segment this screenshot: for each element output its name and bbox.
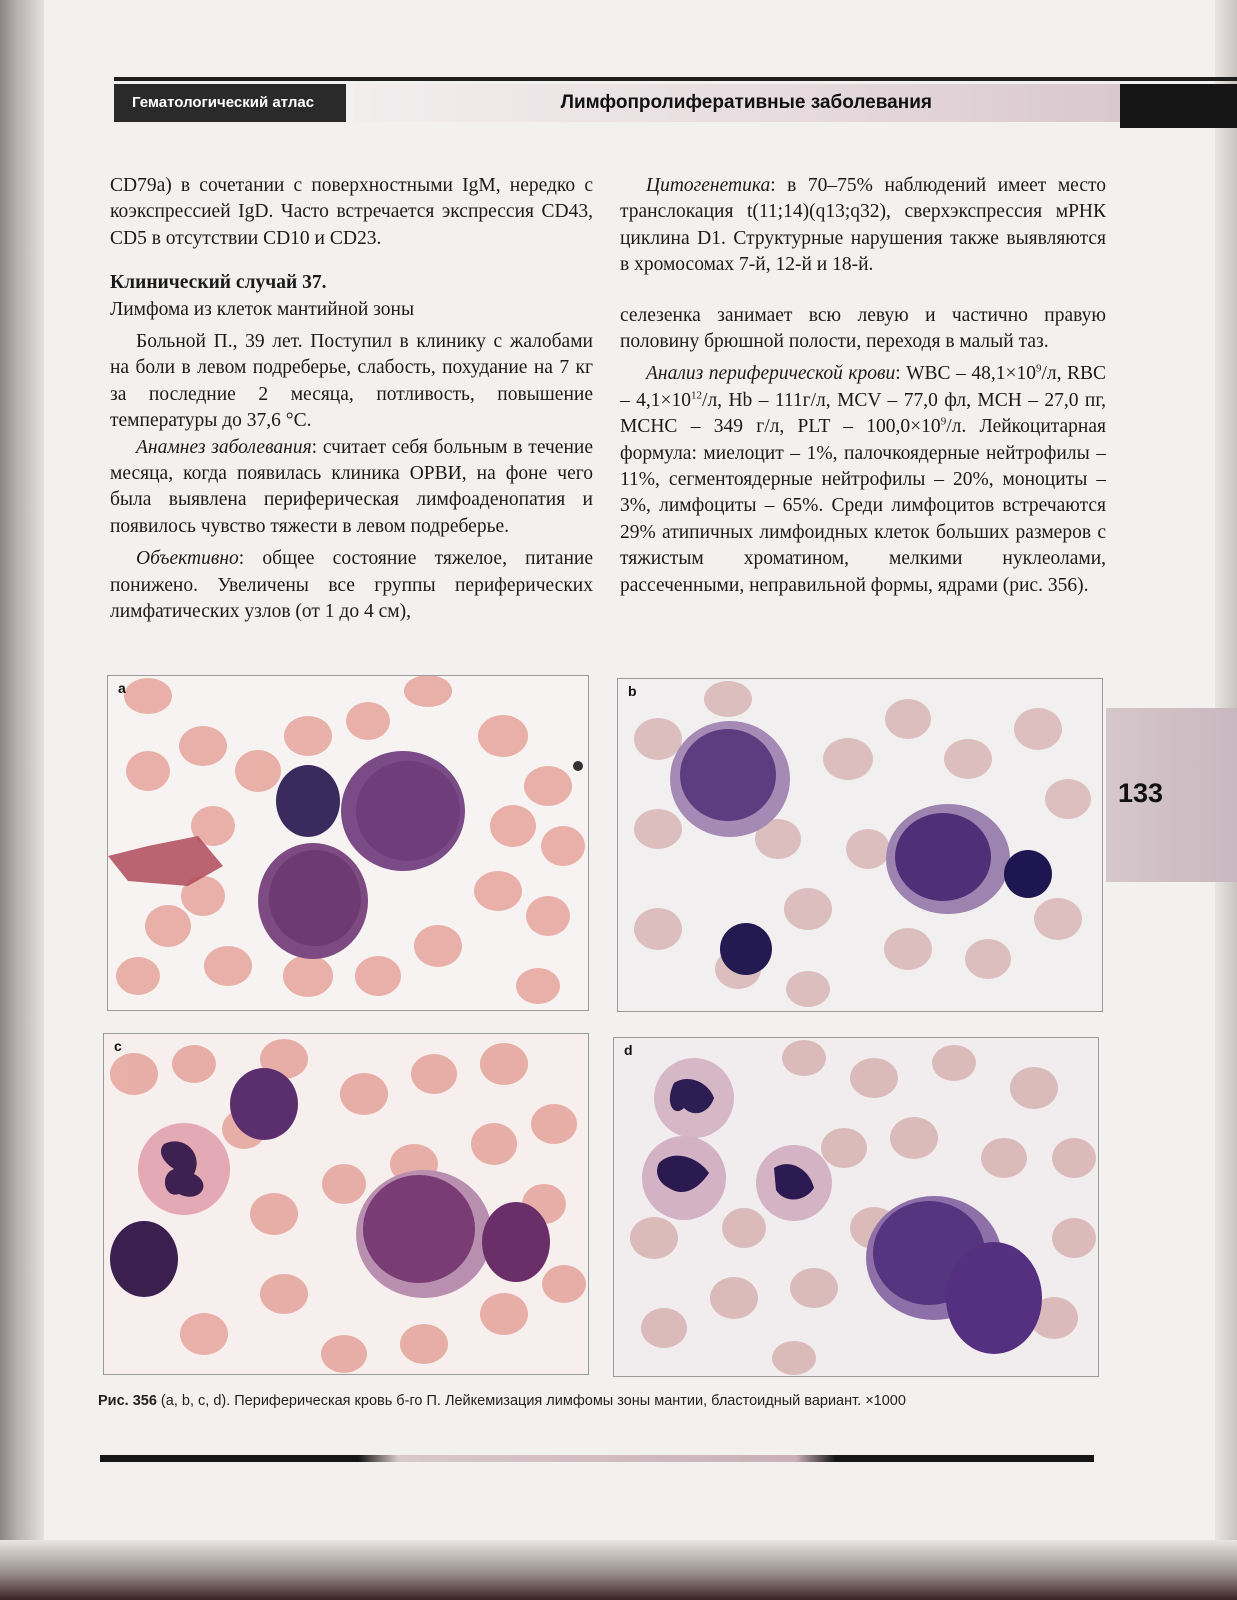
anamnesis-text: : считает себя больным в течение месяца, когда появилась клиника ОРВИ, на фоне чего была выявлена периферическая лимфоаденопатия и появилось чувство тяжести в левом подреберье. <box>110 436 593 537</box>
running-header-chapter-title: Лимфопролиферативные заболевания <box>354 84 1120 122</box>
header-rule <box>114 77 1237 81</box>
header-corner-block <box>1120 84 1237 128</box>
case-subtitle: Лимфома из клеток мантийной зоны <box>110 298 415 320</box>
figure-a-micrograph <box>107 675 589 1011</box>
rbc-value: /л, RBC – 4,1×10 <box>620 363 1107 411</box>
running-header-book-title: Гематологический атлас <box>114 84 346 122</box>
leukocyte-formula: /л. Лейкоцитарная формула: миелоцит – 1%, палочкоядерные нейтрофилы – 11%, сегментоядерные нейтрофилы – 20%, моноциты – 3%, лимфоциты – 65%. Среди лимфоцитов встречаются 29% атипичных лимфоидных клеток больших размеров с тяжистым хроматином, мелкими нуклеолами, рассеченными, неправильной формы, ядрами (рис. 356). <box>620 416 1106 596</box>
paragraph-cytogenetics <box>620 173 1106 279</box>
figure-c-micrograph <box>103 1033 589 1375</box>
paragraph-objective <box>110 546 593 625</box>
wbc-value: : WBC – 48,1×10 <box>895 363 1036 385</box>
figure-b-image <box>618 679 1102 1011</box>
figure-c-image <box>104 1034 588 1374</box>
paragraph-anamnesis <box>110 435 593 541</box>
plt-exponent: 9 <box>940 415 947 428</box>
figure-a-image <box>108 676 588 1010</box>
figure-d-micrograph <box>613 1037 1099 1377</box>
figure-caption <box>98 1393 1108 1409</box>
right-text-column <box>620 173 1106 599</box>
figure-d-label: d <box>624 1042 633 1058</box>
footer-rule <box>100 1455 1094 1462</box>
wbc-exponent: 9 <box>1035 362 1042 375</box>
cytogenetics-label: Цитогенетика <box>646 175 771 196</box>
figure-b-label: b <box>628 683 637 699</box>
paragraph-blood-analysis <box>620 361 1106 599</box>
figure-a-label: a <box>118 680 126 696</box>
caption-text: (a, b, c, d). Периферическая кровь б-го П. Лейкемизация лимфомы зоны мантии, бластоидный вариант. ×1000 <box>156 1393 906 1409</box>
cytogenetics-text: : в 70–75% наблюдений имеет место транслокация t(11;14)(q13;q32), сверхэкспрессия мРНК циклина D1. Структурные нарушения также выявляются в хромосомах 7-й, 12-й и 18-й. <box>620 175 1106 276</box>
rbc-exponent: 12 <box>691 389 703 402</box>
figure-c-label: c <box>114 1038 122 1054</box>
blood-indices: /л, Hb – 111г/л, MCV – 77,0 фл, MCH – 27,0 пг, MCHC – 349 г/л, PLT – 100,0×10 <box>620 389 1106 438</box>
figure-b-micrograph <box>617 678 1103 1012</box>
caption-label: Рис. 356 <box>98 1393 157 1409</box>
paragraph-spleen: селезенка занимает всю левую и частично правую половину брюшной полости, переходя в малый таз. <box>620 304 1106 353</box>
paragraph-patient: Больной П., 39 лет. Поступил в клинику с жалобами на боли в левом подреберье, слабость, похудание на 7 кг за последние 2 месяца, потливость, повышение температуры до 37,6 °С. <box>110 331 593 432</box>
anamnesis-label: Анамнез заболевания <box>136 436 312 458</box>
case-title: Клинический случай 37. <box>110 272 327 294</box>
objective-text: : общее состояние тяжелое, питание понижено. Увеличены все группы периферических лимфатических узлов (от 1 до 4 см), <box>110 548 593 623</box>
objective-label: Объективно <box>136 548 239 570</box>
figure-d-image <box>614 1038 1098 1376</box>
paragraph-immunophenotype: CD79a) в сочетании с поверхностными IgM, нередко с коэкспрессией IgD. Часто встречается экспрессия CD43, CD5 в отсутствии CD10 и CD23. <box>110 175 593 249</box>
page-edge-bottom <box>0 1540 1237 1600</box>
page-number: 133 <box>1118 778 1164 808</box>
left-text-column <box>110 173 593 626</box>
book-spine-shadow <box>0 0 44 1600</box>
blood-analysis-label: Анализ периферической крови <box>646 363 896 385</box>
